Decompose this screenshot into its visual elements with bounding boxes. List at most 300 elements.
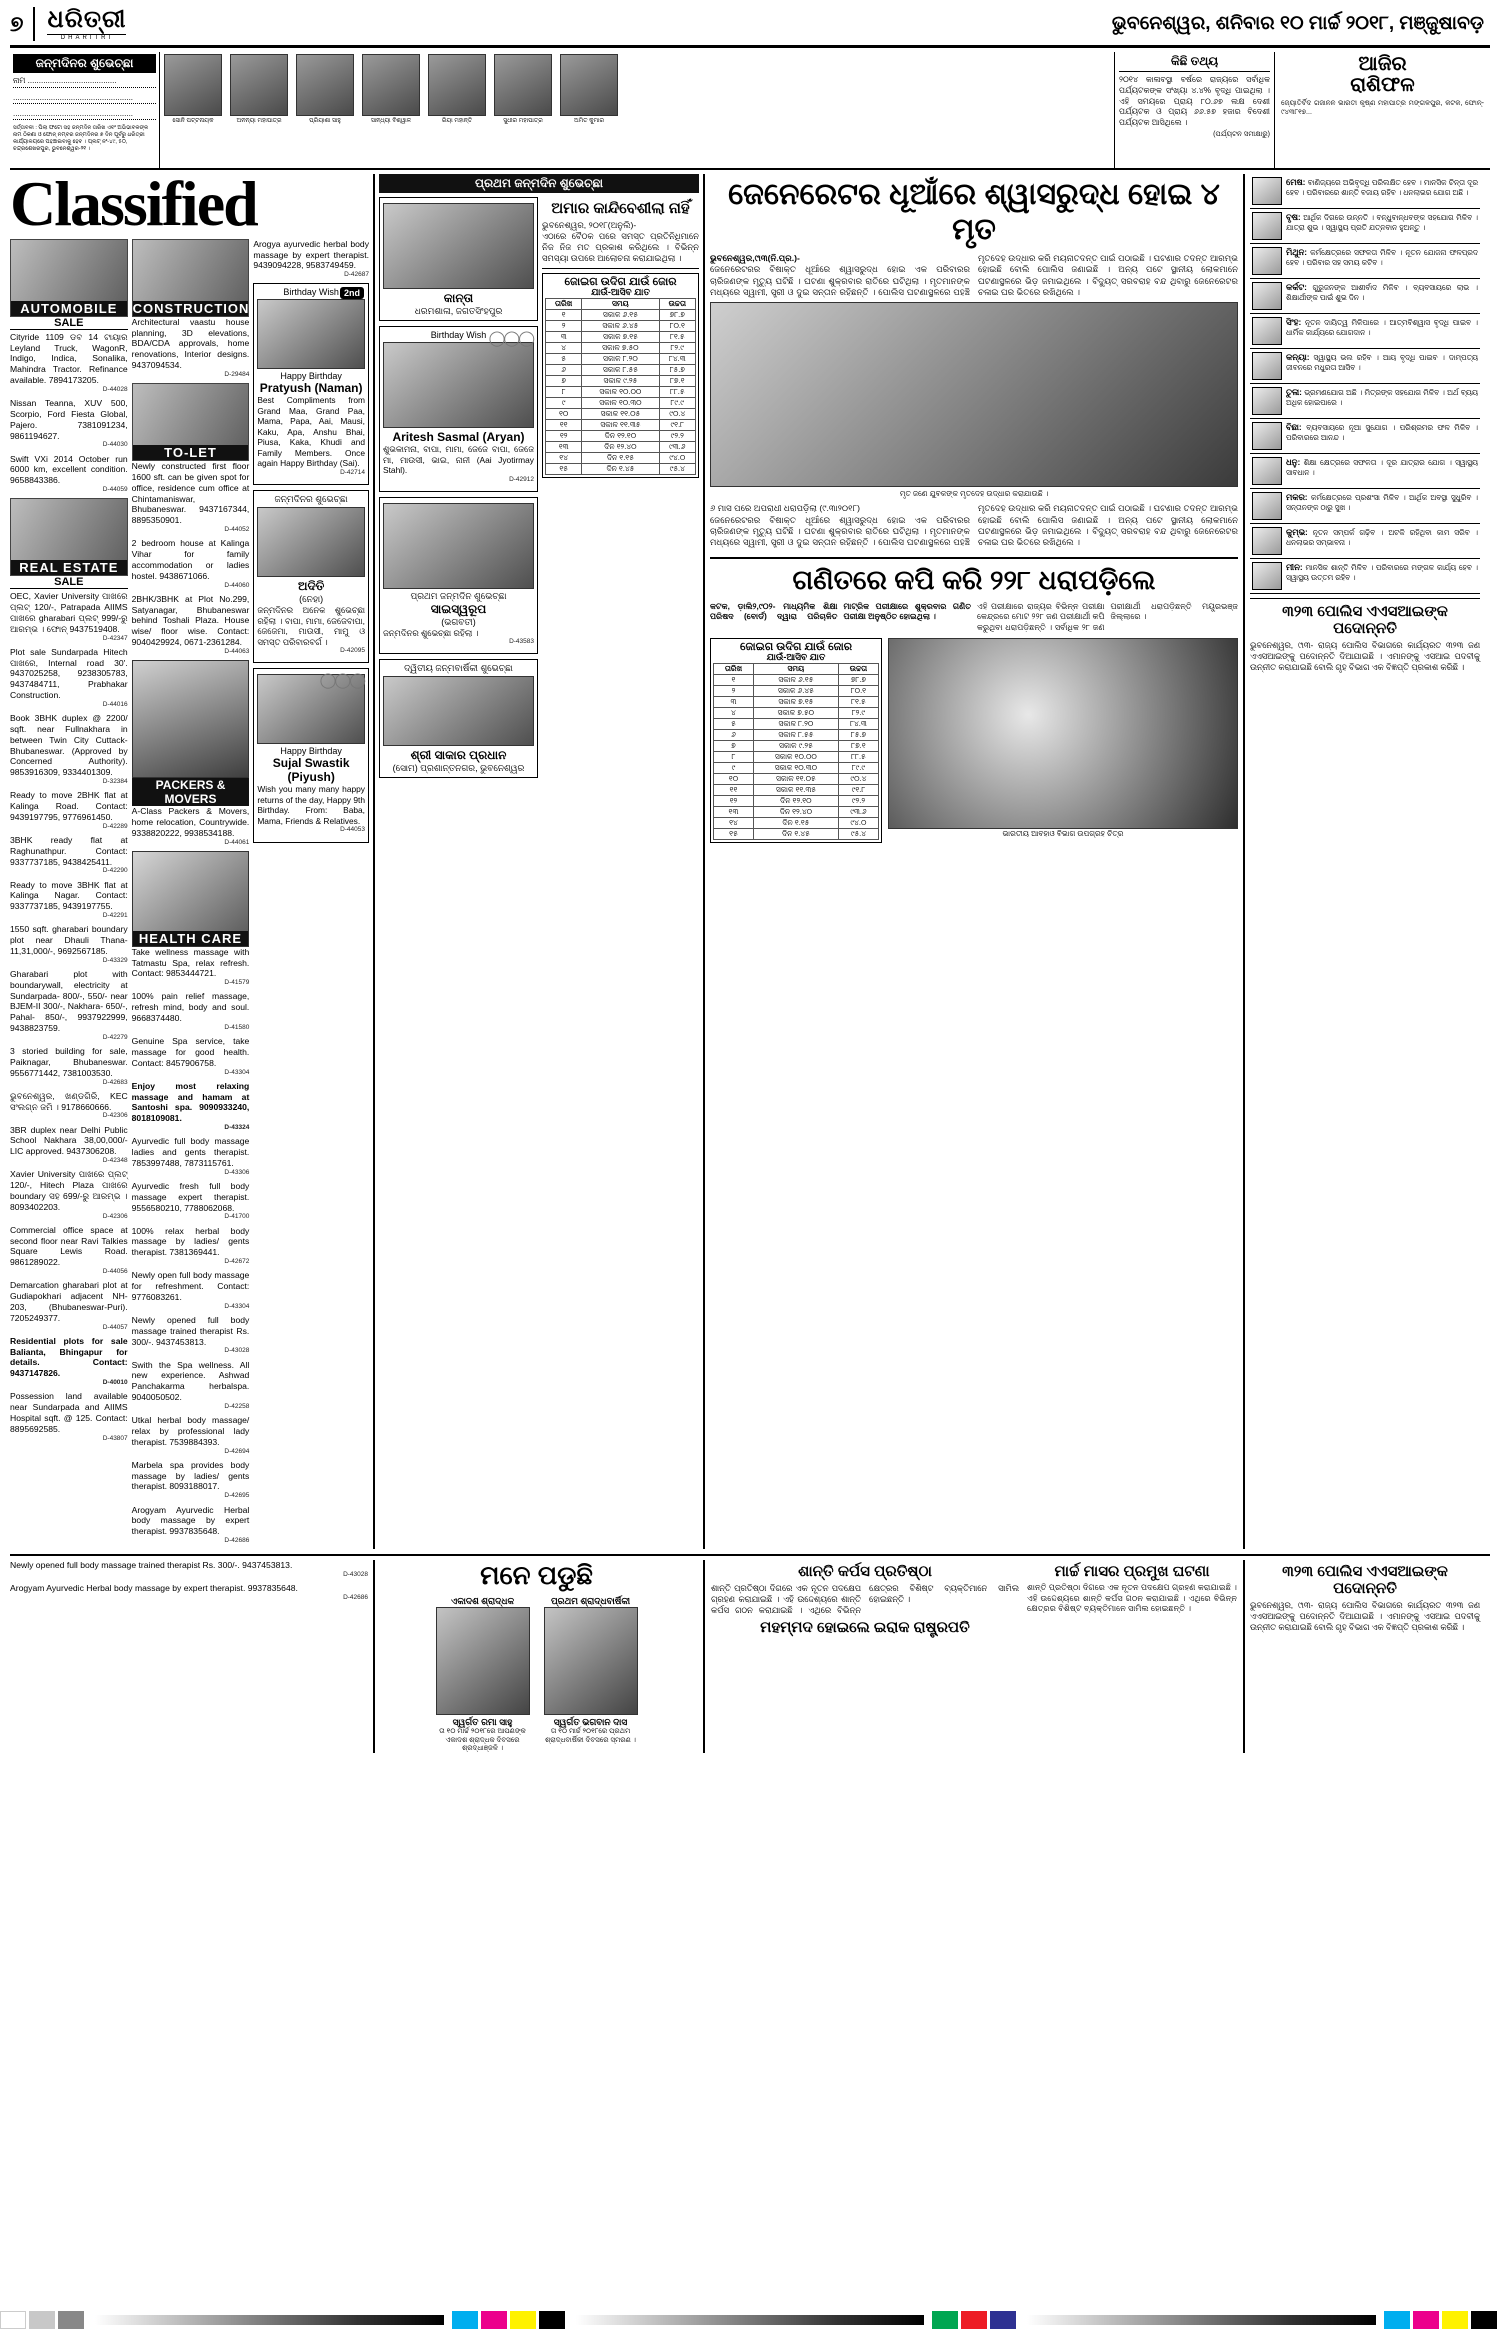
table-row: ୧୫ ଦିନ ୧.୪୫ ୯୫.୪	[714, 828, 879, 839]
list-item	[1250, 174, 1480, 209]
top-strip	[10, 52, 1490, 170]
zodiac-sign: ମିଥୁନ:	[1286, 247, 1308, 257]
list-item	[1250, 314, 1480, 349]
ad-code: D-44063	[224, 647, 250, 655]
table-row: ୯ ସକାଳ ୧୦.୩୦ ୮୯.୯	[714, 762, 879, 773]
ad-code: D-44061	[224, 838, 250, 846]
birthday-message: ଜନ୍ମଦିନର ଅନେକ ଶୁଭେଚ୍ଛା ରହିଲା । ବାପା, ମାମା, ଜେଜେବାପା, ଜେଜେମା, ମାଉସୀ, ମାମୁ ଓ ସମସ୍ତ ପରିବାରବର୍ଗ ।	[257, 605, 365, 647]
lead-body-columns	[710, 253, 1238, 298]
list-item[interactable]	[10, 1583, 368, 1602]
table-row: ୧୩ ଦିନ ୧୨.୪୦ ୯୩.୬	[714, 806, 879, 817]
house-photo	[10, 498, 128, 576]
table-row: ୩ ସକାଳ ୭.୧୫ ୮୧.୫	[714, 696, 879, 707]
birthday-card-title: Birthday Wish	[430, 330, 487, 340]
ad-code: D-42347	[102, 634, 128, 642]
ad-code: D-43807	[102, 1434, 128, 1442]
ad-text: Newly constructed first floor 1600 sft. can be given spot for office, residence cum office at Chintamaniswar, Bhubaneswar. 9437167344, 8895350901.	[131, 461, 250, 526]
classified-columns	[10, 239, 369, 1549]
tide-title-main: ଜୋଇଗ ଉଦିଗ ଯାଉଁ ଜୋର	[739, 640, 853, 653]
list-item[interactable]	[10, 1125, 128, 1166]
ad-code: D-42290	[102, 867, 128, 875]
kid-name: ସାନ୍ଧ୍ୟା ବିଶ୍ୱାଳ	[370, 118, 412, 124]
ad-text: Ayurvedic fresh full body massage expert therapist. 9556580210, 7788062068.	[131, 1180, 250, 1213]
tide-table	[545, 298, 696, 475]
ad-code: D-43306	[224, 1168, 250, 1176]
ad-code: D-44028	[102, 385, 128, 393]
kid-name: ରିୟା ମହାନ୍ତି	[441, 118, 473, 124]
police-headline-bottom: ୩୨୩ ପୋଲିସ ଏଏସଆଇଙ୍କ ପଦୋନ୍ନତି	[1282, 1563, 1448, 1598]
list-item[interactable]	[10, 713, 128, 786]
ad-code: D-42686	[343, 1594, 368, 1602]
avatar	[383, 503, 534, 589]
list-item	[1250, 209, 1480, 244]
police-headline: ୩୨୩ ପୋଲିସ ଏଏସଆଇଙ୍କ ପଦୋନ୍ନତି	[1282, 603, 1448, 637]
ad-code: D-43304	[224, 1302, 250, 1310]
portrait	[544, 1607, 638, 1715]
facts-body: ୨୦୧୪ କାଳାବସ୍ଥା ବର୍ଷରେ ରାଜ୍ୟରେ ସର୍ବାଧିକ ପର୍ଯ୍ୟଟକଙ୍କ ସଂଖ୍ୟା ୪.୪% ବୃଦ୍ଧି ପାଇଥିଲା । ଏହି ସମୟରେ ପ୍ରାୟ ୮୦.୬୭ ଲକ୍ଷ ଦେଶୀ ପର୍ଯ୍ୟଟକ ଓ ପ୍ରାୟ ୬୬.୫୭ ହଜାର ବିଦେଶୀ ପର୍ଯ୍ୟଟକ ଆସିଥିଲେ ।	[1119, 75, 1270, 128]
memorial-occasion: ଏକାଦଶ ଶ୍ରାଦ୍ଧକ	[450, 1596, 515, 1607]
list-item[interactable]	[10, 332, 128, 394]
list-item	[556, 52, 622, 168]
horoscope-title-1: ଆଜିର	[1358, 53, 1407, 75]
ad-text: Marbela spa provides body massage by ladies/ gents therapist. 8093188017.	[131, 1459, 250, 1492]
ad-text: 100% relax herbal body massage by ladies/ gents therapist. 7381369441.	[131, 1225, 250, 1258]
automobile-sale-label: SALE	[10, 317, 128, 330]
month-events-headline: ମାର୍ଚ୍ଚ ମାସର ପ୍ରମୁଖ ଘଟଣା	[1054, 1563, 1210, 1581]
list-item[interactable]	[132, 1360, 250, 1412]
birthday-card	[379, 197, 538, 321]
color-swatch	[932, 2311, 958, 2329]
birthday-card	[379, 497, 538, 655]
color-swatch	[961, 2311, 987, 2329]
list-item[interactable]	[10, 647, 128, 709]
list-item[interactable]	[10, 969, 128, 1042]
list-item[interactable]	[132, 461, 250, 534]
zodiac-aries-icon	[1252, 177, 1282, 205]
zodiac-virgo-icon	[1252, 352, 1282, 380]
facts-source: (ପର୍ଯ୍ୟଟନ ସମୀକ୍ଷାରୁ)	[1213, 130, 1270, 138]
table-row: ୧୨ ଦିନ ୧୨.୧୦ ୯୨.୨	[714, 795, 879, 806]
kid-name: ଅନନ୍ୟା ମହାପାତ୍ର	[236, 118, 282, 124]
news-photo	[710, 302, 1238, 487]
table-row: ୧୩ ଦିନ ୧୨.୪୦ ୯୩.୬	[546, 442, 696, 453]
bottom-right-column	[1245, 1560, 1480, 1753]
zodiac-gemini-icon	[1252, 247, 1282, 275]
list-item[interactable]	[10, 1280, 128, 1332]
table-row: ୭ ସକାଳ ୯.୨୫ ୮୭.୧	[714, 740, 879, 751]
zodiac-taurus-icon	[1252, 212, 1282, 240]
ad-text: 1550 sqft. gharabari boundary plot near Dhauli Thana- 11,31,000/-, 9692567185.	[10, 924, 128, 956]
color-swatch	[1471, 2311, 1497, 2329]
zodiac-aquarius-icon	[1252, 527, 1282, 555]
list-item[interactable]	[132, 947, 250, 988]
list-item	[1250, 454, 1480, 489]
coupon-field-name[interactable]: ନାମ ........................................	[13, 76, 156, 88]
birthday-coupon	[10, 52, 160, 168]
zodiac-sign: କନ୍ୟା:	[1286, 352, 1310, 362]
zodiac-text: ଆର୍ଥିକ ଦିଗରେ ଉନ୍ନତି । ବନ୍ଧୁବାନ୍ଧବଙ୍କ ସହଯୋଗ ମିଳିବ । ଯାତ୍ରା ଶୁଭ । ସ୍ୱାସ୍ଥ୍ୟ ପ୍ରତି ଯତ୍ନବାନ ହୁଅନ୍ତୁ ।	[1286, 213, 1478, 232]
zodiac-text: ମାନସିକ ଶାନ୍ତି ମିଳିବ । ପରିବାରରେ ମଙ୍ଗଳ କାର୍ଯ୍ୟ ହେବ । ସ୍ୱାସ୍ଥ୍ୟ ଉତ୍ତମ ରହିବ ।	[1286, 563, 1478, 582]
ad-text: Book 3BHK duplex @ 2200/ sqft. near Fullnakhara in between Twin City Cuttack- Bhubaneswar. (Approved by Concerned Authority). 9853916309, 9334401309.	[10, 713, 128, 778]
memorial-title: ମନେ ପଡୁଛି	[480, 1560, 593, 1591]
birthday-card	[253, 283, 369, 485]
list-item[interactable]	[132, 1315, 250, 1356]
ad-code: D-32384	[102, 778, 128, 786]
birthday-card-title: Happy Birthday	[280, 746, 342, 757]
memorial-name: ସ୍ୱର୍ଗତ ରମା ସାହୁ	[452, 1717, 513, 1728]
ad-text: 2BHK/3BHK at Plot No.299, Satyanagar, Bhubaneswar behind Toshali Plaza. House wise/ floor wise. Contact: 9040429924, 0671-2361284.	[131, 593, 250, 648]
coupon-field-3[interactable]: ......................................................	[13, 109, 156, 120]
table-row: ୮ ସକାଳ ୧୦.୦୦ ୮୮.୫	[546, 387, 696, 398]
zodiac-sagittarius-icon	[1252, 457, 1282, 485]
kid-name: ପ୍ରିୟାଶା ସାହୁ	[309, 118, 341, 124]
zodiac-leo-icon	[1252, 317, 1282, 345]
ad-code: D-42291	[102, 912, 128, 920]
ad-text: Ready to move 2BHK flat at Kalinga Road. Contact: 9439197795, 9776961450.	[10, 790, 128, 822]
list-item[interactable]	[10, 1225, 128, 1277]
classified-col-1	[10, 239, 128, 1549]
ad-text: Plot sale Sundarpada Hitech ପାଖରେ, Internal road 30'. 9437025258, 9238305783, 9437484711, Prabhakar Construction.	[10, 646, 128, 701]
memorial-text: ତା ୧୦ ମାର୍ଚ୍ଚ ୨୦୧୮ରେ ପ୍ରଥମ ଶ୍ରାଦ୍ଧବାର୍ଷିକୀ ଦିବସରେ ସ୍ମରଣ ।	[545, 1728, 636, 1744]
table-row: ୧ ସକାଳ ୬.୧୫ ୭୮.୭	[714, 674, 879, 685]
zodiac-cancer-icon	[1252, 282, 1282, 310]
list-item	[1250, 244, 1480, 279]
list-item[interactable]	[132, 1226, 250, 1267]
ad-code: D-41579	[224, 979, 250, 987]
tide-subtitle: ଯାଉଁ-ଆସିବ ଯାତ	[591, 287, 650, 298]
gradient-bar	[95, 2315, 444, 2325]
ad-code: D-42258	[224, 1402, 250, 1410]
birthday-name: Pratyush (Naman)	[259, 381, 363, 396]
construction-label: CONSTRUCTION	[132, 300, 250, 316]
avatar	[230, 54, 288, 116]
birthday-card-title: Birthday Wish	[283, 287, 339, 298]
col-header-height: ଉଚ୍ଚତା	[838, 663, 878, 674]
sidebar-dateline: ଭୁବନେଶ୍ୱର, ୨୦୧୮(ଅନୁଲି)-	[542, 220, 637, 230]
table-row: ୨ ସକାଳ ୬.୪୫ ୮୦.୧	[714, 685, 879, 696]
ad-code: D-41580	[224, 1023, 250, 1031]
ad-code: D-43028	[224, 1347, 250, 1355]
list-item	[292, 52, 358, 168]
coupon-terms: ସର୍ତ୍ତାବଳୀ : ପିଲା ଫଟୋ ସହ ଜନ୍ମଦିନ ତାରିଖ ଏବଂ ଅଭିଭାବକଙ୍କ ନାମ ଠିକଣା ଓ ଫୋନ୍ ନମ୍ବର ଜନ୍ମଦିନର ୭ ଦିନ ପୂର୍ବରୁ ଧରିତ୍ରୀ କାର୍ଯ୍ୟାଳୟରେ ପହଞ୍ଚାଇବାକୁ ହେବ । ପ୍ଲଟ୍ ନଂ-୪୯, ୫୦, ଚନ୍ଦ୍ରଶେଖରପୁର, ଭୁବନେଶ୍ୱର-୨୧ ।	[13, 125, 149, 152]
zodiac-text: ଭ୍ରମଣଯୋଗ ଅଛି । ମିତ୍ରଙ୍କ ସହଯୋଗ ମିଳିବ । ଅର୍ଥ ବ୍ୟୟ ଅଧିକ ହୋଇପାରେ ।	[1286, 388, 1478, 407]
classified-col-3	[253, 239, 369, 1549]
horoscope-column	[1245, 174, 1480, 1549]
ad-code: D-42289	[102, 822, 128, 830]
zodiac-text: ନୂତନ ସମ୍ପର୍କ ଗଢ଼ିବ । ଅଟକି ରହିଥିବା କାମ ସରିବ । ଧନଲାଭର ସମ୍ଭାବନା ।	[1286, 528, 1478, 547]
table-row: ୫ ସକାଳ ୮.୨୦ ୮୪.୩	[546, 354, 696, 365]
second-birthday-badge: 2nd	[340, 287, 364, 299]
memorial-item	[541, 1596, 641, 1753]
sidebar-body: ଏଠାରେ ବୈଠକ ପରେ ସମସ୍ତ ପ୍ରତିନିଧିମାନେ ନିଜ ନିଜ ମତ ପ୍ରକାଶ କରିଥିଲେ । ବିଭିନ୍ନ ସମସ୍ୟା ଉପରେ ଆଲୋଚନା କରାଯାଇଥିଲା ।	[542, 231, 699, 264]
ad-text: Newly open full body massage for refreshment. Contact: 9776083261.	[131, 1270, 250, 1302]
list-item[interactable]	[10, 924, 128, 965]
ad-code: D-43324	[224, 1124, 250, 1132]
birthday-banner: ପ୍ରଥମ ଜନ୍ମଦିନ ଶୁଭେଚ୍ଛା	[379, 174, 699, 193]
list-item[interactable]	[132, 1505, 250, 1546]
police-body: ଭୁବନେଶ୍ୱର, ୯ା୩- ରାଜ୍ୟ ପୋଲିସ ବିଭାଗରେ କାର୍ଯ୍ୟରତ ୩୨୩ ଜଣ ଏଏସଆଇଙ୍କୁ ପଦୋନ୍ନତି ଦିଆଯାଇଛି । ଏମାନଙ୍କୁ ଏସଆଇ ପଦବୀକୁ ଉନ୍ନୀତ କରାଯାଇଛି ବୋଲି ଗୃହ ବିଭାଗ ଏକ ବିଜ୍ଞପ୍ତି ପ୍ରକାଶ କରିଛି ।	[1250, 640, 1480, 672]
birthday-nickname: (ଭଗବତୀ)	[441, 616, 476, 627]
ad-text: 3 storied building for sale, Paiknagar, Bhubaneswar. 9556771442, 7381003530.	[10, 1046, 128, 1078]
healthcare-label: HEALTH CARE	[133, 931, 249, 946]
second-body: ଏହି ପରୀକ୍ଷାରେ ରାଜ୍ୟର ବିଭିନ୍ନ ପରୀକ୍ଷା କେନ୍ଦ୍ରରେ ମୋଟ ୨୨୮ ଜଣ ପରୀକ୍ଷାର୍ଥୀ କପି କରୁଥିବା ଧରାପଡ଼ିଛନ୍ତି । ସର୍ବାଧିକ ୨୮ ଜଣ ପରୀକ୍ଷାର୍ଥୀ ଧରାପଡ଼ିଛନ୍ତି ମୟୂରଭଞ୍ଜ ଜିଲ୍ଲାରେ ।	[977, 601, 1238, 633]
table-row: ୮ ସକାଳ ୧୦.୦୦ ୮୮.୫	[714, 751, 879, 762]
ad-code: D-42714	[340, 468, 365, 476]
list-item[interactable]	[132, 991, 250, 1032]
ad-code: D-40010	[102, 1379, 128, 1387]
birthday-card-title: ଦ୍ୱିତୀୟ ଜନ୍ମବାର୍ଷିକୀ ଶୁଭେଚ୍ଛା	[404, 663, 513, 674]
list-item[interactable]	[10, 835, 128, 876]
avatar	[296, 54, 354, 116]
list-item	[490, 52, 556, 168]
list-item[interactable]	[10, 1169, 128, 1221]
ad-text: Residential plots for sale Balianta, Bhingapur for details. Contact: 9437147826.	[10, 1335, 128, 1379]
list-item[interactable]	[10, 880, 128, 921]
ad-text: Demarcation gharabari plot at Gudiapokhari adjacent NH-203, (Bhubaneswar-Puri). 7205249377.	[10, 1280, 128, 1323]
zodiac-pisces-icon	[1252, 562, 1282, 590]
list-item	[1250, 559, 1480, 594]
lead-body-cont	[710, 503, 1238, 548]
zodiac-text: କର୍ମକ୍ଷେତ୍ରରେ ସଫଳତା ମିଳିବ । ନୂତନ ଯୋଜନା ଫଳପ୍ରଦ ହେବ । ପରିବାର ସହ ସମୟ କଟିବ ।	[1286, 248, 1478, 267]
table-row: ୪ ସକାଳ ୭.୫୦ ୮୨.୯	[546, 343, 696, 354]
classified-col-2	[132, 239, 250, 1549]
ad-code: D-42686	[224, 1536, 250, 1544]
birthday-name: ଶ୍ରୀ ସାକାର ପ୍ରଧାନ	[410, 748, 507, 763]
classified-banner: Classified	[10, 168, 257, 239]
avatar	[494, 54, 552, 116]
memorial-occasion: ପ୍ରଥମ ଶ୍ରାଦ୍ଧବାର୍ଷିକୀ	[550, 1596, 631, 1607]
list-item[interactable]	[10, 1391, 128, 1443]
news-column	[705, 174, 1245, 1549]
ad-text: Swift VXi 2014 October run 6000 km, excellent condition. 9658843386.	[10, 453, 128, 486]
birthday-photo-strip	[160, 52, 1115, 168]
list-item[interactable]	[132, 594, 250, 656]
avatar	[164, 54, 222, 116]
zodiac-text: ଗୁରୁଜନଙ୍କ ଆଶୀର୍ବାଦ ମିଳିବ । ବ୍ୟବସାୟରେ ଲାଭ । ଶିକ୍ଷାର୍ଥୀଙ୍କ ପାଇଁ ଶୁଭ ଦିନ ।	[1286, 283, 1478, 302]
ad-text: 3BHK ready flat at Raghunathpur. Contact: 9337737185, 9438425411.	[10, 834, 128, 867]
list-item[interactable]	[10, 454, 128, 495]
lead-body: ଜେନେରେଟରର ବିଷାକ୍ତ ଧୂଆଁରେ ଶ୍ୱାସରୁଦ୍ଧ ହୋଇ ଏକ ପରିବାରର ଚାରିଜଣଙ୍କ ମୃତ୍ୟୁ ଘଟିଛି । ଘଟଣା ଶୁକ୍ରବାର ରାତିରେ ଘଟିଥିଲା । ମୃତମାନଙ୍କ ମଧ୍ୟରେ ସ୍ୱାମୀ, ସ୍ତ୍ରୀ ଓ ଦୁଇ ସନ୍ତାନ ରହିଛନ୍ତି । ପୋଲିସ ଘଟଣାସ୍ଥଳରେ ପହଞ୍ଚି ମୃତଦେହ ଉଦ୍ଧାର କରି ମୟନାତଦନ୍ତ ପାଇଁ ପଠାଇଛି । ଘଟଣାର ତଦନ୍ତ ଆରମ୍ଭ ହୋଇଛି ବୋଲି ପୋଲିସ ଜଣାଇଛି । ଅନ୍ୟ ପଟେ ସ୍ଥାନୀୟ ଲୋକମାନେ ଘଟଣାସ୍ଥଳରେ ଭିଡ଼ ଜମାଇଥିଲେ । ବିଦ୍ୟୁତ୍ ସରବରାହ ବନ୍ଦ ଥିବାରୁ ଜେନେରେଟର ଚଳାଇ ଘର ଭିତରେ ରଖିଥିଲେ ।	[710, 253, 1238, 298]
photo-caption: ମୃତ ଜଣେ ଯୁବକଙ୍କ ମୃତଦେହ ଉଦ୍ଧାର କରାଯାଉଛି ।	[899, 489, 1049, 499]
zodiac-sign: ବିଛା:	[1286, 422, 1302, 432]
list-item[interactable]	[253, 239, 369, 280]
weather-row	[710, 638, 1238, 843]
list-item[interactable]	[132, 1415, 250, 1456]
birthday-name: ସାଇସ୍ୱରୂପ	[430, 601, 487, 616]
list-item	[226, 52, 292, 168]
portrait	[436, 1607, 530, 1715]
list-item[interactable]	[132, 317, 250, 379]
list-item[interactable]	[10, 591, 128, 643]
ad-code: D-42687	[344, 271, 369, 279]
list-item	[424, 52, 490, 168]
automobile-label: AUTOMOBILE	[11, 301, 127, 316]
tide-table-main	[713, 663, 879, 840]
list-item	[160, 52, 226, 168]
avatar	[560, 54, 618, 116]
birthday-col-b	[542, 197, 699, 783]
satellite-image	[888, 638, 1238, 829]
ad-code: D-42095	[340, 647, 365, 655]
zodiac-sign: ମେଷ:	[1286, 177, 1306, 187]
col-header-date: ତାରିଖ	[714, 663, 754, 674]
facts-box	[1115, 52, 1275, 168]
lead-headline: ଜେନେରେଟର ଧୂଆଁରେ ଶ୍ୱାସରୁଦ୍ଧ ହୋଇ ୪ ମୃତ	[728, 178, 1220, 246]
zodiac-sign: ସିଂହ:	[1286, 317, 1302, 327]
list-item[interactable]	[10, 1091, 128, 1121]
memorial-section	[375, 1560, 705, 1753]
ad-code: D-41700	[224, 1213, 250, 1221]
zodiac-sign: କର୍କଟ:	[1286, 282, 1307, 292]
birthday-place: (ସୋମ) ପ୍ରଶାନ୍ତନଗର, ଭୁବନେଶ୍ୱର	[392, 763, 525, 774]
zodiac-sign: ଧନୁ:	[1286, 457, 1301, 467]
ad-code: D-44057	[102, 1323, 128, 1331]
table-row: ୧୪ ଦିନ ୧.୧୫ ୯୪.୦	[546, 453, 696, 464]
realestate-sale-label: SALE	[10, 576, 128, 589]
ad-code: D-42672	[224, 1258, 250, 1266]
second-headline: ଗଣିତରେ କପି କରି ୨୨୮ ଧରାପଡ଼ିଲେ	[710, 557, 1238, 596]
zodiac-libra-icon	[1252, 387, 1282, 415]
ad-code: D-42348	[102, 1157, 128, 1165]
gradient-bar-2	[576, 2315, 925, 2325]
avatar	[362, 54, 420, 116]
bottom-section	[10, 1554, 1490, 1753]
ad-text: Nissan Teanna, XUV 500, Scorpio, Ford Fiesta Global, Pajero. 7381091234, 9861194627.	[10, 398, 128, 441]
tide-box-main	[710, 638, 882, 843]
ad-code: D-43304	[224, 1068, 250, 1076]
construction-photo	[132, 239, 250, 317]
tide-col-2: ଉଚ୍ଚତା	[659, 299, 695, 310]
color-swatch	[481, 2311, 507, 2329]
satellite-caption: ଭାରତୀୟ ଆବହାଓ ବିଭାଗ ଉପଗ୍ରହ ଚିତ୍ର	[1002, 828, 1124, 838]
ad-text: Ready to move 3BHK flat at Kalinga Nagar. Contact: 9337737185, 9439197755.	[10, 879, 128, 912]
table-row: ୧୨ ଦିନ ୧୨.୧୦ ୯୨.୨	[546, 431, 696, 442]
birthday-card	[253, 490, 369, 663]
list-item	[1250, 279, 1480, 314]
list-item[interactable]	[132, 1036, 250, 1077]
birthday-card	[379, 326, 538, 492]
avatar	[428, 54, 486, 116]
table-row: ୯ ସକାଳ ୧୦.୩୦ ୮୯.୯	[546, 398, 696, 409]
list-item	[1250, 524, 1480, 559]
list-item	[1250, 349, 1480, 384]
zodiac-text: ବାଣିଜ୍ୟରେ ଅଭିବୃଦ୍ଧି ପରିଲକ୍ଷିତ ହେବ । ମାନସିକ ଚିନ୍ତା ଦୂର ହେବ । ପରିବାରରେ ଶାନ୍ତି ବଜାୟ ରହିବ । ଧନଲାଭର ଯୋଗ ଅଛି ।	[1286, 178, 1478, 197]
coupon-field-2[interactable]: ......................................................	[13, 93, 156, 104]
classified-column	[10, 168, 375, 1549]
santi-headline: ଶାନ୍ତି କର୍ପସ ପ୍ରତିଷ୍ଠା	[798, 1563, 932, 1581]
kid-name: ଅମିତ କୁମାର	[573, 118, 604, 124]
list-item[interactable]	[10, 790, 128, 831]
horoscope-astrologer: ଜ୍ୟୋତିର୍ବିଦ ଗଜାନନ ଭାରତୀ କୃଷ୍ଣ ମହାପାତ୍ର ମଙ୍ଗଳପୁର, କଟକ, ଫୋନ୍- ୯୪୩୮୧୭...	[1281, 100, 1484, 117]
table-row: ୩ ସକାଳ ୭.୧୫ ୮୧.୫	[546, 332, 696, 343]
ad-text: Enjoy most relaxing massage and hamam at Santoshi spa. 9090933240, 8018109081.	[131, 1080, 250, 1124]
ad-code: D-44030	[102, 441, 128, 449]
table-row: ୬ ସକାଳ ୮.୫୫ ୮୫.୭	[714, 729, 879, 740]
zodiac-text: ଶିକ୍ଷା କ୍ଷେତ୍ରରେ ସଫଳତା । ଦୂର ଯାତ୍ରାର ଯୋଗ । ସ୍ୱାସ୍ଥ୍ୟ ସାବଧାନ ।	[1286, 458, 1478, 477]
memorial-text: ତା ୧୦ ମାର୍ଚ୍ଚ ୨୦୧୮ରେ ଆପଣଙ୍କ ଏକାଦଶ ଶ୍ରାଦ୍ଧକ ଦିବସରେ ଶ୍ରଦ୍ଧାଞ୍ଜଳି ।	[439, 1728, 526, 1752]
ad-code: D-42306	[102, 1112, 128, 1120]
car-photo	[10, 239, 128, 317]
zodiac-text: ସ୍ୱାସ୍ଥ୍ୟ ଭଲ ରହିବ । ଆୟ ବୃଦ୍ଧି ପାଇବ । ଦାମ୍ପତ୍ୟ ଜୀବନରେ ମଧୁରତା ଆସିବ ।	[1286, 353, 1478, 372]
list-item[interactable]	[132, 1270, 250, 1311]
zodiac-text: କର୍ମକ୍ଷେତ୍ରରେ ପ୍ରଶଂସା ମିଳିବ । ଆର୍ଥିକ ଅବସ୍ଥା ସୁଧୁରିବ । ସନ୍ତାନଙ୍କ ଠାରୁ ସୁଖ ।	[1286, 493, 1478, 512]
masthead	[10, 6, 1490, 48]
ad-text: Take wellness massage with Tatmastu Spa, relax refresh. Contact: 9853444721.	[131, 946, 250, 979]
color-swatch	[1384, 2311, 1410, 2329]
birthday-name: କାନ୍ତା	[443, 291, 474, 305]
ad-code: D-44060	[224, 581, 250, 589]
facts-title: କିଛି ତଥ୍ୟ	[1119, 54, 1270, 72]
ad-code: D-44059	[102, 486, 128, 494]
second-body-columns	[710, 602, 1238, 634]
ad-code: D-42912	[509, 475, 534, 483]
iraq-headline: ମହମ୍ମଦ ହୋଇଲେ ଇରାକ ରାଷ୍ଟ୍ରପତି	[760, 1618, 970, 1636]
horoscope-title-2: ରାଶିଫଳ	[1350, 74, 1415, 96]
tide-subtitle-main: ଯାଉଁ-ଆସିବ ଯାତ	[766, 651, 826, 662]
list-item[interactable]	[132, 1136, 250, 1177]
packers-label: PACKERS & MOVERS	[132, 778, 250, 806]
tide-col-0: ତାରିଖ	[546, 299, 582, 310]
list-item[interactable]	[10, 1046, 128, 1087]
list-item[interactable]	[10, 1560, 368, 1579]
publication-logo	[35, 6, 138, 41]
birthday-message: Wish you many many happy returns of the day, Happy 9th Birthday. From: Baba, Mama, Friends & Relatives.	[257, 784, 365, 826]
birthday-message: ଜନ୍ମଦିନର ଶୁଭେଚ୍ଛା ରହିଲା ।	[383, 627, 479, 638]
color-registration-bar	[0, 2307, 1500, 2333]
tide-col-1: ସମୟ	[582, 299, 659, 310]
realestate-label: REAL ESTATE	[11, 560, 127, 575]
ad-code: D-42306	[102, 1212, 128, 1220]
table-row: ୪ ସକାଳ ୭.୫୦ ୮୨.୯	[714, 707, 879, 718]
ad-text: Ayurvedic full body massage ladies and gents therapist. 7853997488, 7873115761.	[131, 1136, 250, 1168]
birthday-coupon-title: ଜନ୍ମଦିନର ଶୁଭେଚ୍ଛା	[13, 54, 156, 73]
avatar	[383, 203, 534, 289]
ad-text: Possession land available near Sundarpada and AIIMS Hospital sqft. @ 125. Contact: 8895692585.	[10, 1391, 128, 1434]
bottom-classified-continued	[10, 1560, 375, 1753]
ad-text: Arogyam Ayurvedic Herbal body massage by expert therapist. 9937835648.	[131, 1504, 250, 1537]
list-item[interactable]	[132, 1181, 250, 1222]
color-swatch	[1442, 2311, 1468, 2329]
list-item[interactable]	[10, 398, 128, 450]
birthday-message: Best Compliments from Grand Maa, Grand Paa, Mama, Papa, Aai, Mausi, Kaku, Apa, Anshu Bhai, Piusa, Kaka, Khudi and Family Members. Once again Happy Birthday (Sai).	[257, 395, 365, 469]
memorial-item	[433, 1596, 533, 1753]
table-row: ୧୫ ଦିନ ୧.୪୫ ୯୫.୪	[546, 464, 696, 475]
ad-code: D-42683	[102, 1078, 128, 1086]
birthday-name: Aritesh Sasmal (Aryan)	[392, 430, 525, 444]
color-swatch	[990, 2311, 1016, 2329]
color-swatch	[510, 2311, 536, 2329]
list-item[interactable]	[132, 1081, 250, 1133]
ad-text: Cityride 1109 ଡବ 14 ଟାୟାର Leyland Truck, WagonR, Indigo, Indica, Sonalika, Mahindra Tractor. Refinance available. 7894173205.	[10, 331, 128, 386]
avatar	[257, 299, 365, 369]
list-item[interactable]	[132, 538, 250, 590]
list-item[interactable]	[132, 1460, 250, 1501]
tide-table-box	[542, 273, 699, 478]
truck-photo	[132, 660, 250, 778]
table-row: ୭ ସକାଳ ୯.୨୫ ୮୭.୧	[546, 376, 696, 387]
ad-text: Newly opened full body massage trained therapist Rs. 300/-. 9437453813.	[10, 1560, 293, 1571]
santi-body: ଶାନ୍ତି ପ୍ରତିଷ୍ଠା ଦିଗରେ ଏକ ନୂତନ ପଦକ୍ଷେପ ଗ୍ରହଣ କରାଯାଇଛି । ଏହି ଉଦ୍ଦେଶ୍ୟରେ ଶାନ୍ତି କର୍ପସ ଗଠନ କରାଯାଇଛି । ଏଥିରେ ବିଭିନ୍ନ କ୍ଷେତ୍ରର ବିଶିଷ୍ଟ ବ୍ୟକ୍ତିମାନେ ସାମିଲ ହୋଇଛନ୍ତି ।	[711, 1583, 1019, 1616]
birthday-place: ଧରମଶାଳା, ଜଗତସିଂହପୁର	[414, 306, 503, 316]
zodiac-text: ନୂତନ ଦାୟିତ୍ୱ ମିଳିପାରେ । ଆତ୍ମବିଶ୍ୱାସ ବୃଦ୍ଧି ପାଇବ । ଧାର୍ମିକ କାର୍ଯ୍ୟରେ ଯୋଗଦାନ ।	[1286, 318, 1479, 337]
list-item[interactable]	[132, 806, 250, 847]
birthday-card	[379, 659, 538, 778]
table-row: ୧୧ ସକାଳ ୧୧.୩୫ ୯୧.୮	[546, 420, 696, 431]
zodiac-sign: ମକର:	[1286, 492, 1308, 502]
list-item[interactable]	[10, 1336, 128, 1388]
table-row: ୧ ସକାଳ ୬.୧୫ ୭୮.୭	[546, 310, 696, 321]
avatar	[257, 507, 365, 577]
